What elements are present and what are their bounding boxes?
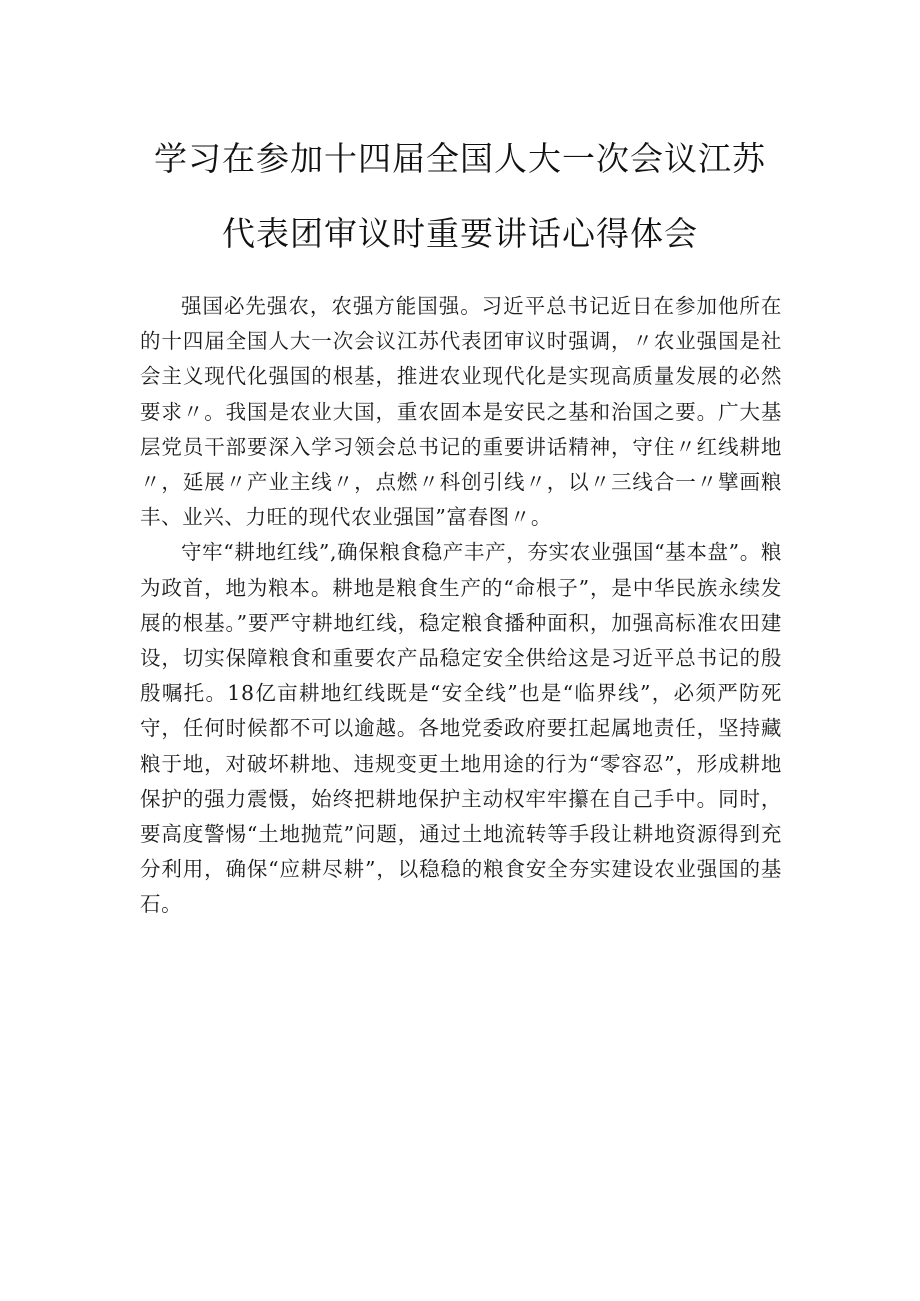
document-title-line-1: 学习在参加十四届全国人大一次会议江苏: [154, 139, 766, 178]
document-title-line-2: 代表团审议时重要讲话心得体会: [222, 214, 698, 253]
paragraph-2: 守牢“耕地红线”,确保粮食稳产丰产，夯实农业强国“基本盘”。粮为政首，地为粮本。耕地是粮食生产的“命根子”，是中华民族永续发展的根基。”要严守耕地红线，稳定粮食播种面积，加强高标准农田建设，切实保障粮食和重要农产品稳定安全供给这是习近平总书记的殷殷嘱托。18亿亩耕地红线既是“安全线”也是“临界线”，必须严防死守，任何时候都不可以逾越。各地党委政府要扛起属地责任，坚持藏粮于地，对破坏耕地、违规变更土地用途的行为“零容忍”，形成耕地保护的强力震慑，始终把耕地保护主动权牢牢攥在自己手中。同时，要高度警惕“土地抛荒”问题，通过土地流转等手段让耕地资源得到充分利用，确保“应耕尽耕”，以稳稳的粮食安全夯实建设农业强国的基石。: [140, 540, 782, 917]
document-body: [140, 289, 782, 923]
paragraph-1: 强国必先强农，农强方能国强。习近平总书记近日在参加他所在的十四届全国人大一次会议江苏代表团审议时强调，〃农业强国是社会主义现代化强国的根基，推进农业现代化是实现高质量发展的必然要求〃。我国是农业大国，重农固本是安民之基和治国之要。广大基层党员干部要深入学习领会总书记的重要讲话精神，守住〃红线耕地〃，延展〃产业主线〃，点燃〃科创引线〃，以〃三线合一〃擘画粮丰、业兴、力旺的现代农业强国”富春图〃。: [140, 294, 782, 530]
